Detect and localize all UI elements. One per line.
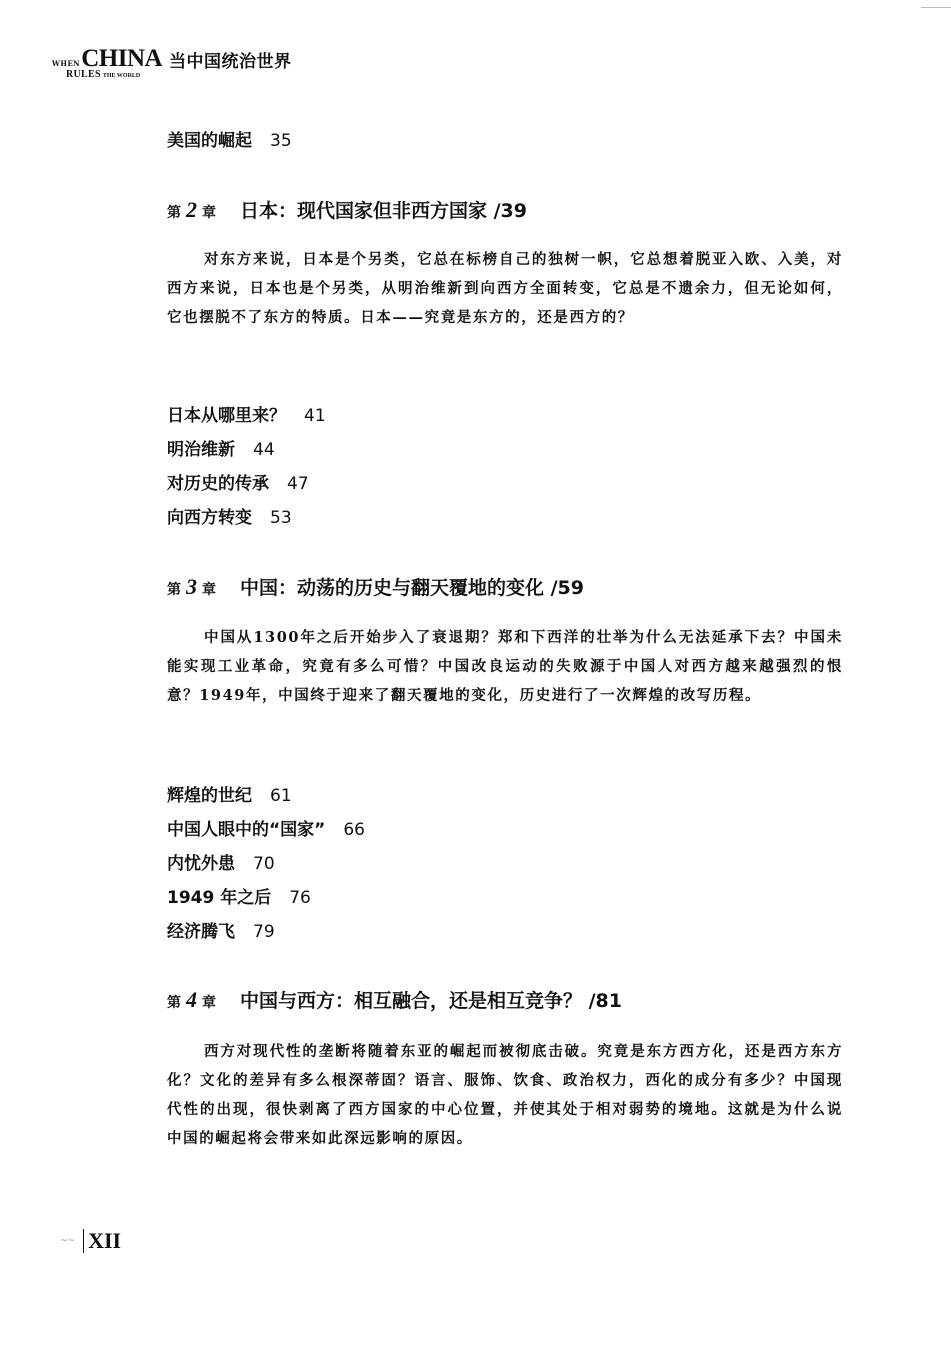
- toc-entry-page: 79: [253, 922, 275, 942]
- toc-entry-page: 61: [270, 786, 292, 806]
- toc-entry-page: 70: [253, 854, 275, 874]
- toc-entry[interactable]: [167, 883, 311, 908]
- toc-entry-label: 明治维新: [167, 440, 235, 460]
- toc-entry[interactable]: [167, 435, 275, 460]
- toc-entry-label: 美国的崛起: [167, 131, 252, 151]
- toc-entry[interactable]: [167, 917, 275, 942]
- chapter-heading[interactable]: [167, 573, 584, 600]
- chapter-prefix: 第: [167, 205, 181, 221]
- chapter-summary: 西方对现代性的垄断将随着东亚的崛起而被彻底击破。究竟是东方西方化，还是西方东方化？文化的差异有多么根深蒂固？语言、服饰、饮食、政治权力，西化的成分有多少？中国现代性的出现，很快剥离了西方国家的中心位置，并使其处于相对弱势的境地。这就是为什么说中国的崛起将会带来如此深远影响的原因。: [167, 1043, 843, 1147]
- chapter-heading[interactable]: [167, 986, 622, 1013]
- toc-entry-page: 44: [253, 440, 275, 460]
- toc-entry[interactable]: [167, 781, 292, 806]
- toc-entry[interactable]: [167, 126, 292, 151]
- toc-entry-label: 经济腾飞: [167, 922, 235, 942]
- logo-china: CHINA: [81, 45, 163, 72]
- toc-entry-label: 1949 年之后: [167, 888, 272, 908]
- toc-entry[interactable]: [167, 469, 309, 494]
- chapter-suffix: 章: [202, 995, 216, 1011]
- chapter-prefix: 第: [167, 582, 181, 598]
- chapter-number: 4: [186, 987, 197, 1012]
- footer-divider: [83, 1229, 84, 1253]
- toc-entry-label: 对历史的传承: [167, 474, 269, 494]
- chapter-heading[interactable]: [167, 196, 527, 223]
- logo-rules: RULES: [66, 69, 101, 80]
- logo-the-world: THE WORLD: [102, 73, 141, 79]
- chapter-suffix: 章: [202, 582, 216, 598]
- logo-when: WHEN: [52, 59, 81, 68]
- chapter-title: 日本：现代国家但非西方国家 /39: [240, 200, 527, 222]
- toc-entry-label: 中国人眼中的“国家”: [167, 820, 326, 840]
- toc-entry[interactable]: [167, 815, 365, 840]
- scan-mark-icon: ~~: [60, 1236, 76, 1246]
- toc-entry-page: 53: [270, 508, 292, 528]
- book-title: 当中国统治世界: [169, 51, 292, 72]
- book-logo: [52, 46, 162, 80]
- chapter-number: 2: [186, 197, 197, 222]
- chapter-summary: 对东方来说，日本是个另类，它总在标榜自己的独树一帜，它总想着脱亚入欧、入美，对西方来说，日本也是个另类，从明治维新到向西方全面转变，它总是不遗余力，但无论如何，它也摆脱不了东方的特质。日本——究竟是东方的，还是西方的？: [167, 251, 843, 326]
- chapter-suffix: 章: [202, 205, 216, 221]
- toc-entry-label: 日本从哪里来？: [167, 406, 286, 426]
- toc-entry[interactable]: [167, 503, 292, 528]
- toc-entry-page: 35: [270, 131, 292, 151]
- toc-entry[interactable]: [167, 849, 275, 874]
- toc-entry-page: 47: [287, 474, 309, 494]
- toc-entry-label: 内忧外患: [167, 854, 235, 874]
- toc-entry-label: 辉煌的世纪: [167, 786, 252, 806]
- page-footer: [60, 1228, 121, 1254]
- running-header: [52, 46, 292, 80]
- chapter-title: 中国：动荡的历史与翻天覆地的变化 /59: [240, 577, 584, 599]
- toc-entry[interactable]: [167, 401, 326, 426]
- page-number: XII: [88, 1228, 122, 1253]
- chapter-title: 中国与西方：相互融合，还是相互竞争？ /81: [240, 990, 622, 1012]
- chapter-number: 3: [186, 574, 197, 599]
- chapter-summary: 中国从1300年之后开始步入了衰退期？郑和下西洋的壮举为什么无法延承下去？中国未能实现工业革命，究竟有多么可惜？中国改良运动的失败源于中国人对西方越来越强烈的恨意？1949年，中国终于迎来了翻天覆地的变化，历史进行了一次辉煌的改写历程。: [167, 629, 843, 704]
- toc-entry-page: 76: [289, 888, 311, 908]
- toc-entry-label: 向西方转变: [167, 508, 252, 528]
- corner-rule: [921, 7, 951, 8]
- chapter-prefix: 第: [167, 995, 181, 1011]
- toc-entry-page: 41: [304, 406, 326, 426]
- toc-entry-page: 66: [343, 820, 365, 840]
